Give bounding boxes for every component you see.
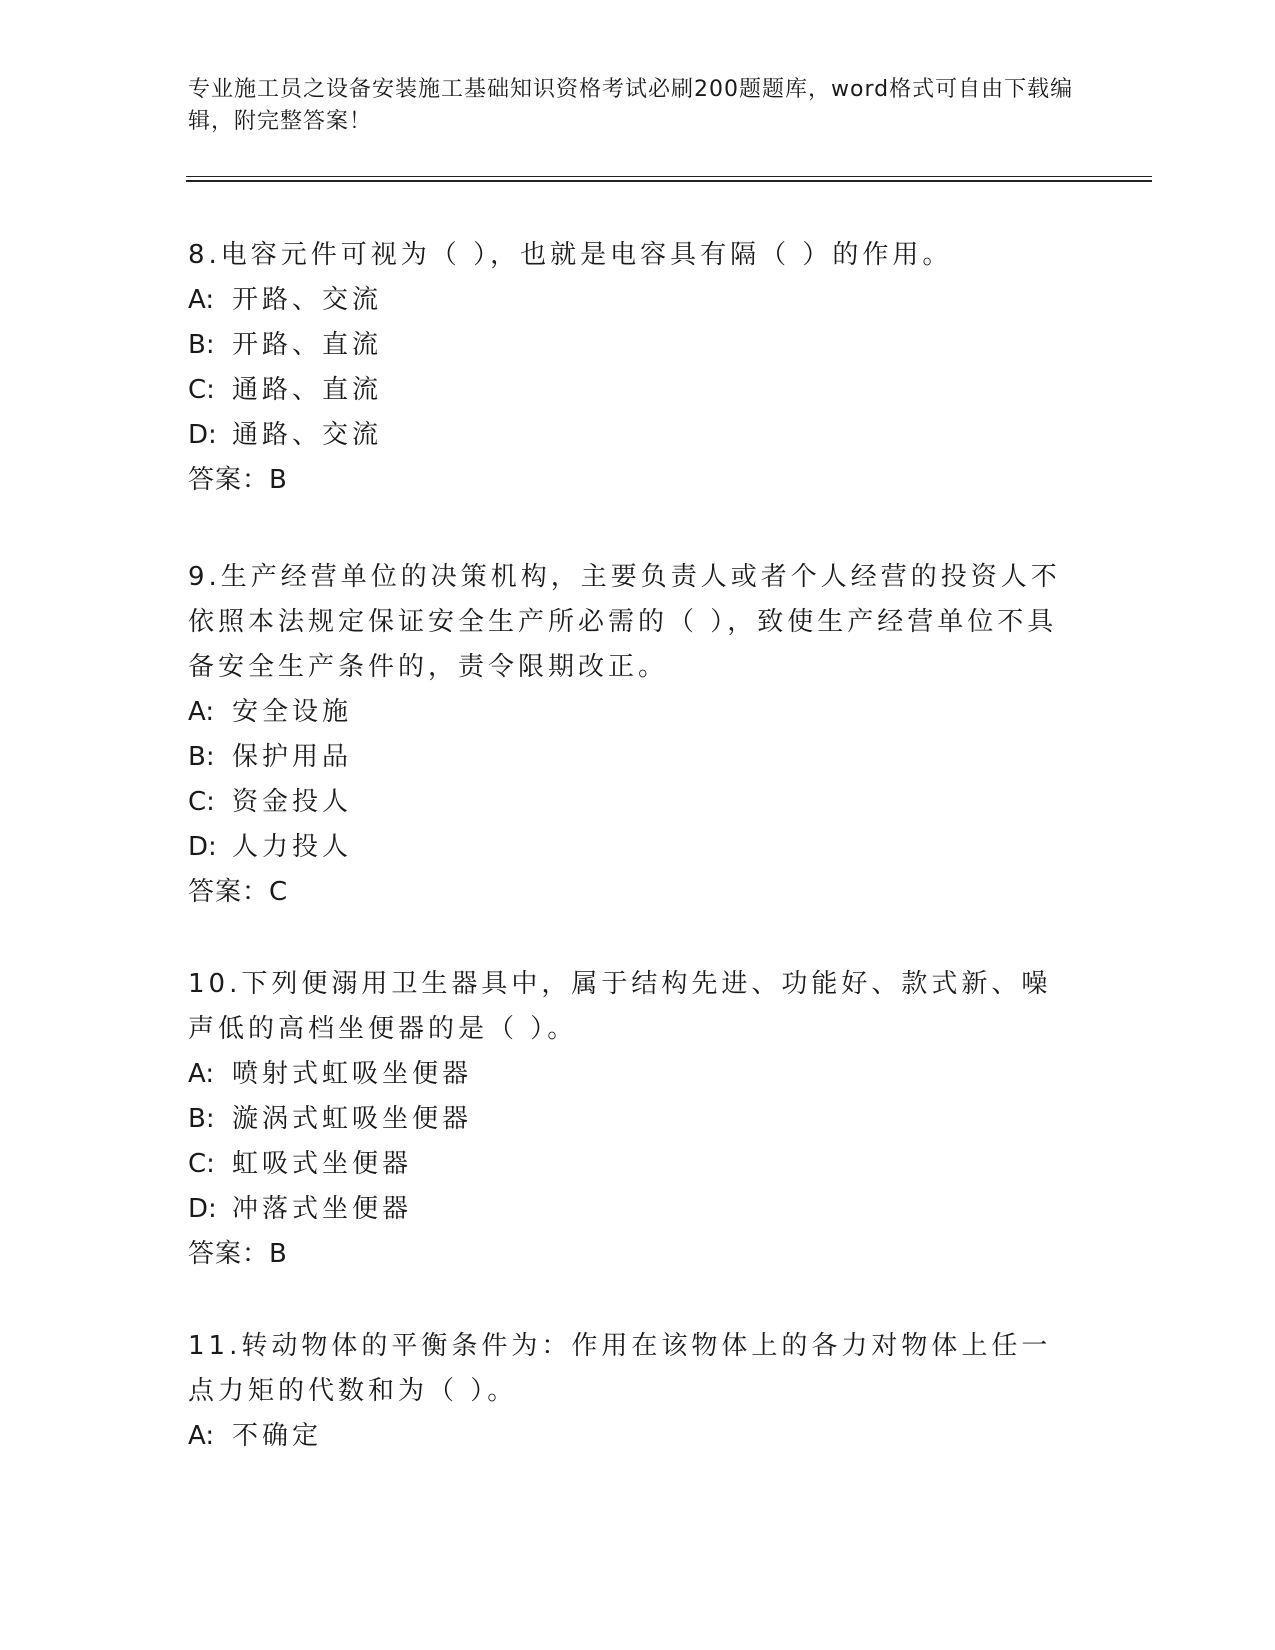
question-11 bbox=[188, 1324, 1078, 1459]
option-text: 通路、交流 bbox=[232, 420, 383, 450]
option-text: 不确定 bbox=[232, 1421, 323, 1451]
answer-line: 答案：C bbox=[188, 877, 289, 907]
option-b bbox=[188, 1097, 1078, 1142]
option-letter: D: bbox=[188, 420, 217, 450]
option-letter: C: bbox=[188, 787, 215, 817]
option-text: 资金投人 bbox=[232, 787, 353, 817]
option-a bbox=[188, 1414, 1078, 1459]
option-text: 安全设施 bbox=[232, 697, 353, 727]
answer-line: 答案：B bbox=[188, 1239, 288, 1269]
option-letter: D: bbox=[188, 832, 217, 862]
option-letter: A: bbox=[188, 697, 215, 727]
option-letter: B: bbox=[188, 1104, 215, 1134]
question-stem: 9.生产经营单位的决策机构，主要负责人或者个人经营的投资人不依照本法规定保证安全生产所必需的（ ），致使生产经营单位不具备安全生产条件的，责令限期改正。 bbox=[188, 562, 1061, 682]
document-header: 专业施工员之设备安装施工基础知识资格考试必刷200题题库，word格式可自由下载编辑，附完整答案！ bbox=[188, 77, 1074, 134]
option-letter: B: bbox=[188, 742, 215, 772]
answer-line: 答案：B bbox=[188, 465, 288, 495]
option-letter: A: bbox=[188, 1059, 215, 1089]
option-c bbox=[188, 368, 1078, 413]
option-text: 保护用品 bbox=[232, 742, 353, 772]
option-d bbox=[188, 413, 1078, 458]
option-text: 通路、直流 bbox=[232, 375, 383, 405]
option-a bbox=[188, 1052, 1078, 1097]
option-letter: D: bbox=[188, 1194, 217, 1224]
option-b bbox=[188, 323, 1078, 368]
header-divider-thick bbox=[186, 180, 1152, 182]
option-text: 开路、直流 bbox=[232, 330, 383, 360]
option-letter: A: bbox=[188, 1421, 215, 1451]
option-d bbox=[188, 825, 1078, 870]
question-stem: 10.下列便溺用卫生器具中，属于结构先进、功能好、款式新、噪声低的高档坐便器的是（ ）。 bbox=[188, 969, 1052, 1044]
option-a bbox=[188, 278, 1078, 323]
option-c bbox=[188, 1142, 1078, 1187]
option-d bbox=[188, 1187, 1078, 1232]
header-divider-thin bbox=[186, 176, 1152, 177]
question-stem: 8.电容元件可视为（ ），也就是电容具有隔（ ）的作用。 bbox=[188, 240, 953, 270]
question-9 bbox=[188, 555, 1078, 915]
question-8 bbox=[188, 233, 1078, 503]
option-text: 喷射式虹吸坐便器 bbox=[232, 1059, 473, 1089]
option-c bbox=[188, 780, 1078, 825]
option-letter: B: bbox=[188, 330, 215, 360]
option-text: 虹吸式坐便器 bbox=[232, 1149, 413, 1179]
option-a bbox=[188, 690, 1078, 735]
option-letter: C: bbox=[188, 1149, 215, 1179]
option-text: 开路、交流 bbox=[232, 285, 383, 315]
question-stem: 11.转动物体的平衡条件为：作用在该物体上的各力对物体上任一点力矩的代数和为（ ）。 bbox=[188, 1331, 1052, 1406]
option-text: 漩涡式虹吸坐便器 bbox=[232, 1104, 473, 1134]
option-letter: C: bbox=[188, 375, 215, 405]
question-10 bbox=[188, 962, 1078, 1277]
option-b bbox=[188, 735, 1078, 780]
option-text: 冲落式坐便器 bbox=[232, 1194, 413, 1224]
option-text: 人力投人 bbox=[232, 832, 353, 862]
option-letter: A: bbox=[188, 285, 215, 315]
